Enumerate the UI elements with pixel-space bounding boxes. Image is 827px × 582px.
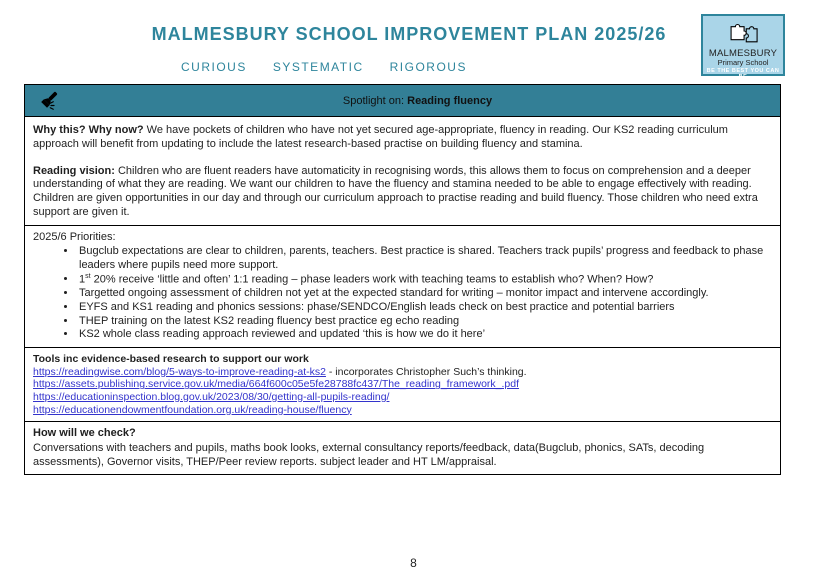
priority-item: • THEP training on the latest KS2 reading fluency best practice eg echo reading: [77, 315, 772, 329]
motto-word-systematic: SYSTEMATIC: [272, 60, 364, 74]
section-tools: [24, 347, 781, 422]
spotlight-label: Spotlight on:: [342, 94, 408, 107]
why-paragraph: [33, 124, 772, 152]
vision-paragraph: [33, 165, 772, 220]
page-number: 8: [410, 556, 417, 570]
priority-item: • EYFS and KS1 reading and phonics sessions: phase/SENDCO/English leads check on best practice and potential barriers: [77, 301, 772, 315]
motto-word-rigorous: RIGOROUS: [389, 60, 467, 74]
logo-tagline: BE THE BEST YOU CAN BE: [706, 68, 780, 81]
why-body: We have pockets of children who have not yet secured age-appropriate, fluency in reading. Our KS2 reading curriculum approach will benefit from updating to include the latest research-based practise on building fluency and stamina.: [33, 124, 728, 150]
improvement-plan-table: [24, 84, 781, 475]
spotlight-title: [63, 95, 772, 107]
logo-school-type: Primary School: [717, 57, 769, 67]
priority-item: • Bugclub expectations are clear to children, parents, teachers. Best practice is shared. Teachers track pupils’ progress and feedback to phase leaders where pupils need more support.: [77, 245, 772, 273]
spotlight-topic: Reading fluency: [407, 94, 493, 107]
motto-word-curious: CURIOUS: [181, 60, 247, 74]
priorities-list: [33, 245, 772, 342]
school-logo: [701, 14, 785, 81]
resource-link-row: [33, 366, 772, 379]
section-how-check: [24, 421, 781, 475]
page-title: MALMESBURY SCHOOL IMPROVEMENT PLAN 2025/26: [151, 24, 667, 44]
resource-link-row: [33, 404, 772, 417]
check-body: Conversations with teachers and pupils, maths book looks, external consultancy reports/feedback, data(Bugclub, phonics, SATs, decoding assessments), Governor visits, THEP/Peer review reports. subject leader and HT LM/appraisal.: [33, 441, 705, 468]
resource-link[interactable]: https://educationinspection.blog.gov.uk/2023/08/30/getting-all-pupils-reading/: [33, 390, 390, 403]
spotlight-header-bar: [24, 84, 781, 117]
resource-link[interactable]: https://assets.publishing.service.gov.uk/media/664f600c05e5fe28788fc437/The_reading_framework_.pdf: [33, 378, 520, 391]
vision-body: Children who are fluent readers have automaticity in recognising words, this allows them to focus on comprehension and a deeper understanding of what they are reading. We want our children to have the fluency and stamina needed to be able to engage effectively with reading. Children are given opportunities in our day and through our curriculum approach to practise reading and build fluency. Those children who need extra support are given it.: [33, 164, 758, 218]
priority-item: • KS2 whole class reading approach reviewed and updated ‘this is how we do it here’: [77, 328, 772, 342]
tools-heading: Tools inc evidence-based research to support our work: [33, 353, 309, 366]
resource-link-row: [33, 378, 772, 391]
section-priorities: [24, 225, 781, 349]
priority-item: • 1st 20% receive ‘little and often’ 1:1 reading – phase leaders work with teaching teams to establish who? When? How?: [77, 273, 772, 287]
link-note: - incorporates Christopher Such’s thinking.: [325, 365, 527, 378]
priorities-heading: 2025/6 Priorities:: [33, 230, 116, 243]
priority-item: • Targetted ongoing assessment of children not yet at the expected standard for writing – monitor impact and intervene accordingly.: [77, 287, 772, 301]
section-why-this: [24, 116, 781, 226]
resource-link-row: [33, 391, 772, 404]
why-heading: Why this? Why now?: [33, 124, 144, 136]
resource-links: [33, 366, 772, 416]
puzzle-icon: [725, 31, 761, 48]
logo-school-name: MALMESBURY: [708, 48, 778, 59]
resource-link[interactable]: https://readingwise.com/blog/5-ways-to-improve-reading-at-ks2: [33, 365, 326, 378]
vision-heading: Reading vision:: [33, 164, 115, 177]
torch-icon: [39, 86, 63, 115]
school-motto: [24, 60, 624, 74]
resource-link[interactable]: https://educationendowmentfoundation.org.uk/reading-house/fluency: [33, 403, 352, 416]
check-heading: How will we check?: [33, 427, 136, 440]
